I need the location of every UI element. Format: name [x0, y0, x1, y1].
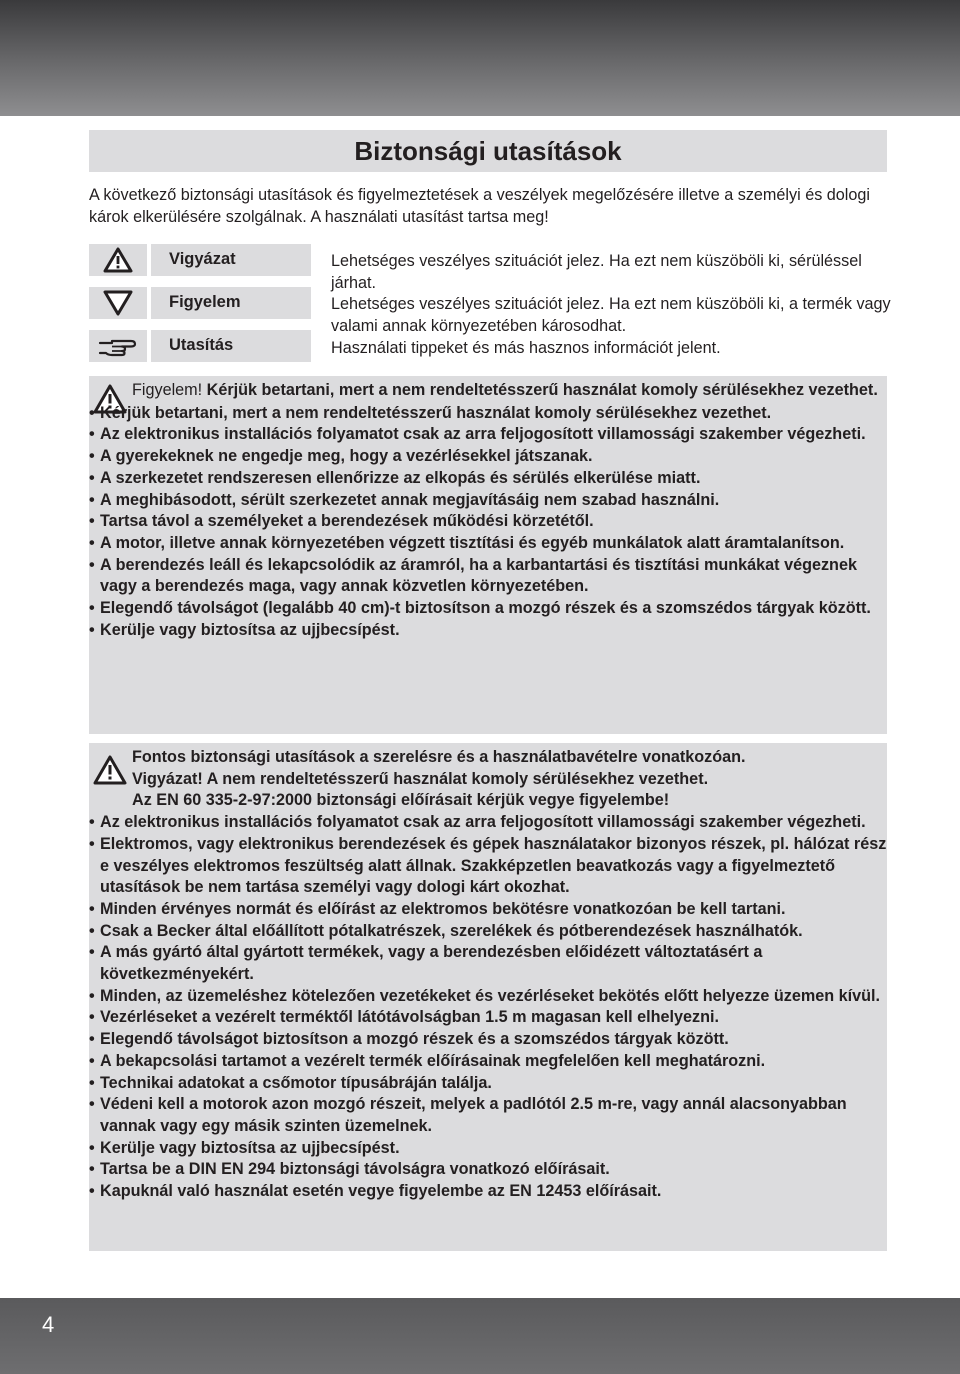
list-item: • Elegendő távolságot biztosítson a mozgó részek és a szomszédos tárgyak között.: [89, 1029, 887, 1051]
list-item: • Csak a Becker által előállított pótalkatrészek, szerelékek és pótberendezések használhatók.: [89, 921, 887, 943]
list-item: • A bekapcsolási tartamot a vezérelt termék előírásainak megfelelően kell meghatározni.: [89, 1051, 887, 1073]
legend-label: Vigyázat: [169, 250, 236, 268]
legend-description: Használati tippeket és más hasznos információt jelent.: [331, 339, 721, 357]
caution-down-triangle-icon: [103, 289, 133, 317]
warning-box-installation: [89, 743, 887, 1251]
list-item: • A meghibásodott, sérült szerkezetet annak megjavításáig nem szabad használni.: [89, 490, 879, 512]
list-item: • Az elektronikus installációs folyamatot csak az arra feljogosított villamossági szakember végezheti.: [89, 812, 887, 834]
list-item: • A motor, illetve annak környezetében végzett tisztítási és egyéb munkálatok alatt áramtalanítson.: [89, 533, 879, 555]
list-item: • Az elektronikus installációs folyamatot csak az arra feljogosított villamossági szakember végezheti.: [89, 424, 879, 446]
heading-prefix: Figyelem!: [132, 381, 203, 399]
list-item: • Kérjük betartani, mert a nem rendeltetésszerű használat komoly sérülésekhez vezethet.: [89, 403, 879, 425]
list-item: • Tartsa távol a személyeket a berendezések működési körzetétől.: [89, 511, 879, 533]
box2-text: [89, 747, 887, 1203]
list-item: • Technikai adatokat a csőmotor típusábráján találja.: [89, 1073, 887, 1095]
list-item: • Elektromos, vagy elektronikus berendezések és gépek használatakor bizonyos részek, pl. hálózat rész e veszélyes elektromos feszültség alatt állnak. Szakképzetlen beavatkozás vagy a figyelmeztető utasítások be nem tartása személyi vagy dologi kárt okozhat.: [89, 834, 887, 899]
header-band: [0, 0, 960, 116]
list-item: • Kerülje vagy biztosítsa az ujjbecsípést.: [89, 620, 879, 642]
legend-label: Figyelem: [169, 293, 241, 311]
list-item: • Tartsa be a DIN EN 294 biztonsági távolságra vonatkozó előírásait.: [89, 1159, 887, 1181]
legend-description: Lehetséges veszélyes szituációt jelez. Ha ezt nem küszöböli ki, a termék vagy valami annak környezetében károsodhat.: [331, 295, 891, 335]
warning-triangle-icon: [103, 247, 133, 273]
list-item: • A más gyártó által gyártott termékek, vagy a berendezésben előidézett változtatásért a következményekért.: [89, 942, 887, 985]
list-item: • Kerülje vagy biztosítsa az ujjbecsípést.: [89, 1138, 887, 1160]
box1-list: [89, 403, 879, 642]
heading-line: Fontos biztonsági utasítások a szerelésre és a használatbavételre vonatkozóan.: [132, 748, 746, 766]
page-number: 4: [42, 1312, 55, 1337]
legend-label-cell: [151, 330, 311, 362]
heading-line: Az EN 60 335-2-97:2000 biztonsági előírásait kérjük vegye figyelembe!: [132, 791, 670, 810]
list-item: • Elegendő távolságot (legalább 40 cm)-t biztosítson a mozgó részek és a szomszédos tárgyak között.: [89, 598, 879, 620]
title-bar: [89, 130, 887, 172]
intro-paragraph: A következő biztonsági utasítások és figyelmeztetések a veszélyek megelőzésére illetve a személyi és dologi károk elkerülésére szolgálnak. A használati utasítást tartsa meg!: [89, 186, 870, 226]
box1-heading: [132, 380, 884, 402]
legend-description: Lehetséges veszélyes szituációt jelez. Ha ezt nem küszöböli ki, sérüléssel járhat.: [331, 252, 862, 292]
list-item: • Védeni kell a motorok azon mozgó részeit, melyek a padlótól 2.5 m-re, vagy annál alacsonyabban vannak vagy egy másik szinten üzemelnek.: [89, 1094, 887, 1137]
box1-text: [89, 380, 887, 641]
heading-line: Vigyázat! A nem rendeltetésszerű használat komoly sérülésekhez vezethet.: [132, 769, 709, 788]
list-item: • Kapuknál való használat esetén vegye figyelembe az EN 12453 előírásait.: [89, 1181, 887, 1203]
heading-text: Kérjük betartani, mert a nem rendeltetésszerű használat komoly sérülésekhez vezethet.: [202, 381, 878, 399]
box2-list: [89, 812, 887, 1203]
pointing-hand-icon: [98, 334, 138, 358]
footer-band: [0, 1298, 960, 1374]
list-item: • Minden érvényes normát és előírást az elektromos bekötésre vonatkozóan be kell tartani.: [89, 899, 887, 921]
box2-heading: [132, 747, 884, 812]
list-item: • Vezérléseket a vezérelt terméktől látótávolságban 1.5 m magasan kell elhelyezni.: [89, 1007, 887, 1029]
legend-symbol-cell: [89, 330, 147, 362]
list-item: • A berendezés leáll és lekapcsolódik az áramról, ha a karbantartási és tisztítási munkákat végeznek vagy a berendezés maga, vagy annak közvetlen környezetében.: [89, 555, 879, 598]
legend-symbol-cell: [89, 244, 147, 276]
list-item: • Minden, az üzemeléshez kötelezően vezetékeket és vezérléseket bekötés előtt helyezze üzemen kívül.: [89, 986, 887, 1008]
legend-label-cell: [151, 287, 311, 319]
list-item: • A szerkezetet rendszeresen ellenőrizze az elkopás és sérülés elkerülése miatt.: [89, 468, 879, 490]
legend-symbol-cell: [89, 287, 147, 319]
warning-box-general: [89, 376, 887, 734]
legend-label-cell: [151, 244, 311, 276]
legend-label: Utasítás: [169, 336, 234, 354]
page-title: Biztonsági utasítások: [354, 136, 622, 166]
list-item: • A gyerekeknek ne engedje meg, hogy a vezérlésekkel játszanak.: [89, 446, 879, 468]
